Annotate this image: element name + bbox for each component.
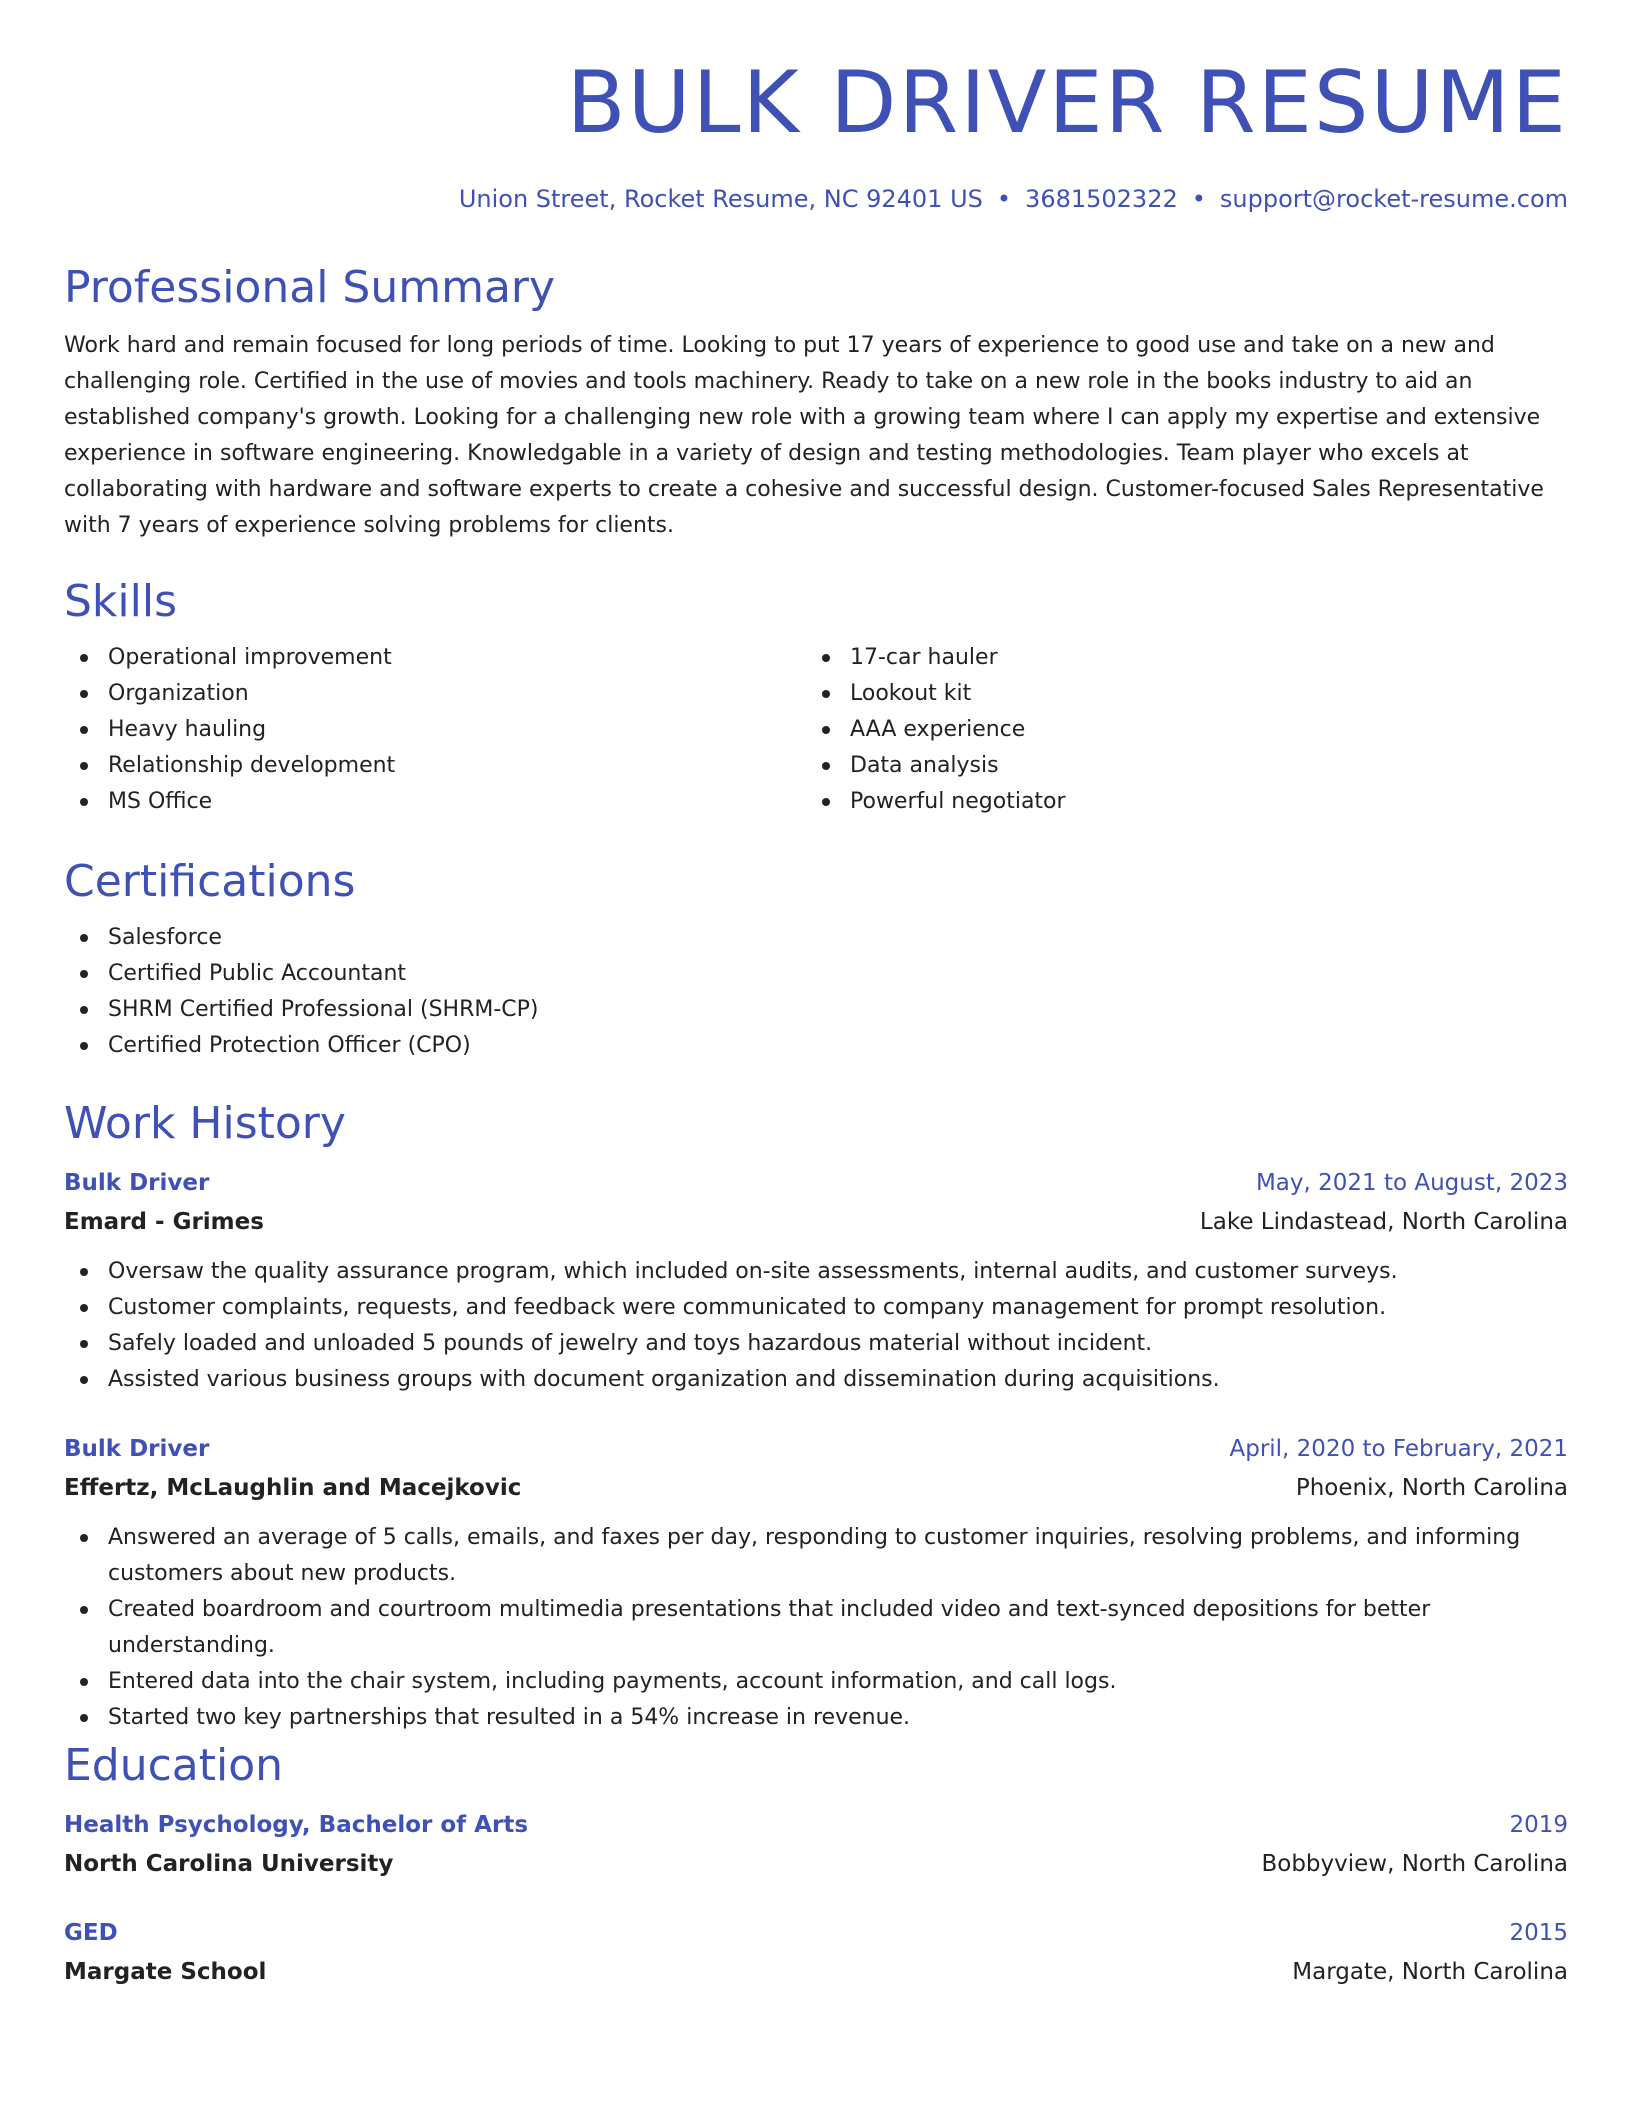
contact-email[interactable]: support@rocket-resume.com [1219, 185, 1568, 213]
skills-list-right [806, 640, 1548, 820]
job-header-row [64, 1164, 1568, 1202]
contact-separator: • [996, 185, 1012, 213]
job-location: Lake Lindastead, North Carolina [1199, 1209, 1568, 1235]
contact-address: Union Street, Rocket Resume, NC 92401 US [458, 185, 983, 213]
job-duties-list [64, 1254, 1568, 1398]
job-header-row [64, 1430, 1568, 1468]
job-location: Phoenix, North Carolina [1295, 1475, 1568, 1501]
contact-line [64, 184, 1568, 214]
skill-item: Powerful negotiator [806, 784, 1548, 820]
education-degree: Health Psychology, Bachelor of Arts [64, 1812, 529, 1838]
job-employer-row [64, 1202, 1568, 1242]
education-entry [64, 1806, 1568, 1884]
work-history-title: Work History [64, 1098, 346, 1149]
resume-header [64, 0, 1568, 214]
education-year: 2015 [1509, 1920, 1568, 1946]
education-section [64, 1740, 1568, 1992]
job-duty-item: Created boardroom and courtroom multimedia presentations that included video and text-synced depositions for better understanding. [64, 1592, 1568, 1664]
skill-item: MS Office [64, 784, 806, 820]
job-employer: Effertz, McLaughlin and Macejkovic [64, 1475, 522, 1501]
job-duty-item: Customer complaints, requests, and feedback were communicated to company management for prompt resolution. [64, 1290, 1568, 1326]
job-duty-item: Oversaw the quality assurance program, which included on-site assessments, internal audits, and customer surveys. [64, 1254, 1568, 1290]
education-degree: GED [64, 1920, 118, 1946]
job-entry [64, 1430, 1568, 1736]
skills-section [64, 576, 1568, 820]
work-history-section [64, 1098, 1568, 1736]
job-duty-item: Assisted various business groups with document organization and dissemination during acquisitions. [64, 1362, 1568, 1398]
job-entry [64, 1164, 1568, 1398]
job-employer: Emard - Grimes [64, 1209, 264, 1235]
skills-list-left [64, 640, 806, 820]
skill-item: Organization [64, 676, 806, 712]
contact-separator: • [1191, 185, 1206, 213]
certification-item: Salesforce [64, 920, 1568, 956]
resume-name: BULK DRIVER RESUME [566, 53, 1568, 153]
skill-item: Heavy hauling [64, 712, 806, 748]
summary-section [64, 262, 1568, 544]
certifications-section [64, 856, 1568, 1064]
skill-item: Lookout kit [806, 676, 1548, 712]
job-employer-row [64, 1468, 1568, 1508]
education-year: 2019 [1509, 1812, 1568, 1838]
summary-text: Work hard and remain focused for long periods of time. Looking to put 17 years of experience to good use and take on a new and challenging role. Certified in the use of movies and tools machinery. Ready to take on a new role in the books industry to aid an established company's growth. Looking for a challenging new role with a growing team where I can apply my expertise and extensive experience in software engineering. Knowledgable in a variety of design and testing methodologies. Team player who excels at collaborating with hardware and software experts to create a cohesive and successful design. Customer-focused Sales Representative with 7 years of experience solving problems for clients. [64, 333, 1544, 538]
summary-title: Professional Summary [64, 262, 556, 313]
contact-phone[interactable]: 3681502322 [1025, 185, 1178, 213]
education-header-row [64, 1806, 1568, 1844]
skill-item: 17-car hauler [806, 640, 1548, 676]
skill-item: Relationship development [64, 748, 806, 784]
job-duties-list [64, 1520, 1568, 1736]
job-dates: April, 2020 to February, 2021 [1229, 1436, 1568, 1462]
skills-columns [64, 640, 1568, 820]
skill-item: Operational improvement [64, 640, 806, 676]
education-school-row [64, 1844, 1568, 1884]
skill-item: Data analysis [806, 748, 1548, 784]
education-location: Bobbyview, North Carolina [1261, 1851, 1568, 1877]
job-dates: May, 2021 to August, 2023 [1255, 1170, 1568, 1196]
skills-column-right [806, 640, 1548, 820]
skill-item: AAA experience [806, 712, 1548, 748]
skills-column-left [64, 640, 806, 820]
certification-item: SHRM Certified Professional (SHRM-CP) [64, 992, 1568, 1028]
job-title: Bulk Driver [64, 1436, 210, 1462]
certifications-title: Certifications [64, 856, 356, 907]
certifications-list [64, 920, 1568, 1064]
job-duty-item: Started two key partnerships that resulted in a 54% increase in revenue. [64, 1700, 1568, 1736]
education-school: Margate School [64, 1959, 267, 1985]
job-duty-item: Entered data into the chair system, including payments, account information, and call logs. [64, 1664, 1568, 1700]
education-header-row [64, 1914, 1568, 1952]
education-location: Margate, North Carolina [1292, 1959, 1568, 1985]
job-duty-item: Safely loaded and unloaded 5 pounds of jewelry and toys hazardous material without incident. [64, 1326, 1568, 1362]
education-title: Education [64, 1740, 284, 1791]
skills-title: Skills [64, 576, 178, 627]
certification-item: Certified Public Accountant [64, 956, 1568, 992]
certification-item: Certified Protection Officer (CPO) [64, 1028, 1568, 1064]
education-school-row [64, 1952, 1568, 1992]
education-school: North Carolina University [64, 1851, 394, 1877]
job-title: Bulk Driver [64, 1170, 210, 1196]
job-duty-item: Answered an average of 5 calls, emails, and faxes per day, responding to customer inquiries, resolving problems, and informing customers about new products. [64, 1520, 1568, 1592]
education-entry [64, 1914, 1568, 1992]
